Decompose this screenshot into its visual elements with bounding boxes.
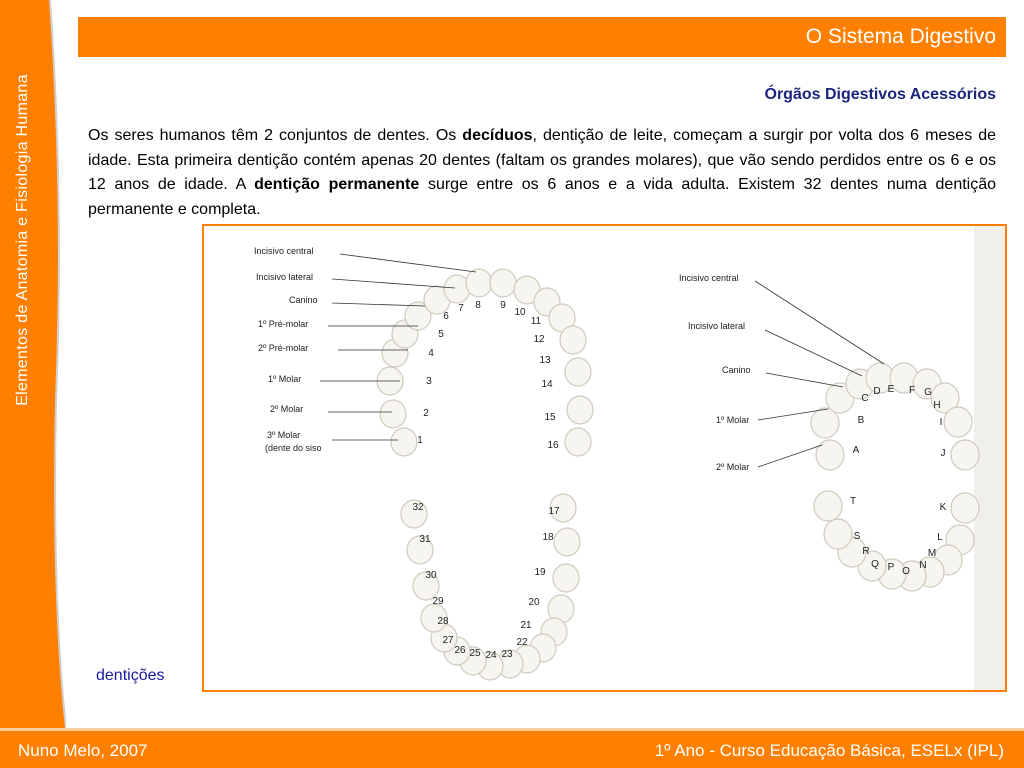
permanent-tooth-number: 3 [426, 376, 432, 387]
deciduous-lower-tooth [814, 491, 842, 521]
permanent-tooth-label: 1º Pré-molar [258, 319, 309, 329]
permanent-label-leader [340, 254, 476, 272]
permanent-tooth-label: Incisivo lateral [256, 272, 314, 282]
body-paragraph [88, 124, 996, 222]
deciduous-tooth-letter: E [887, 384, 895, 395]
permanent-upper-tooth [466, 269, 492, 297]
deciduous-tooth-letter: M [927, 548, 937, 559]
permanent-tooth-number: 20 [528, 597, 540, 608]
permanent-tooth-number: 26 [454, 645, 466, 656]
deciduous-tooth-label: 2º Molar [716, 462, 750, 472]
permanent-tooth-label: Canino [289, 295, 318, 305]
permanent-tooth-number: 19 [534, 567, 546, 578]
permanent-tooth-number: 15 [544, 412, 556, 423]
deciduous-tooth-letter: A [852, 445, 860, 456]
slide-subtitle: Órgãos Digestivos Acessórios [764, 86, 996, 103]
deciduous-tooth-letter: J [940, 448, 946, 459]
permanent-tooth-number: 24 [485, 650, 497, 661]
deciduous-label-leader [766, 373, 843, 387]
permanent-tooth-label: 3º Molar [267, 430, 301, 440]
permanent-tooth-number: 2 [423, 408, 429, 419]
deciduous-lower-tooth [951, 493, 979, 523]
deciduous-upper-tooth [951, 440, 979, 470]
sidebar-course-title: Elementos de Anatomia e Fisiologia Humana [14, 74, 31, 406]
permanent-tooth-number: 17 [548, 506, 560, 517]
deciduous-tooth-letter: B [857, 415, 865, 426]
deciduous-upper-tooth [944, 407, 972, 437]
permanent-tooth-number: 12 [533, 334, 545, 345]
deciduous-tooth-letter: Q [871, 559, 879, 570]
footer-course: 1º Ano - Curso Educação Básica, ESELx (IPL) [654, 741, 1004, 760]
deciduous-tooth-letter: R [862, 546, 870, 557]
permanent-tooth-number: 10 [514, 307, 526, 318]
deciduous-tooth-label: Incisivo central [679, 273, 739, 283]
deciduous-label-leader [758, 445, 822, 467]
deciduous-upper-tooth [816, 440, 844, 470]
body-text-part1: Os seres humanos têm 2 conjuntos de dentes. Os [88, 127, 463, 144]
permanent-tooth-number: 1 [417, 435, 423, 446]
slide-title: O Sistema Digestivo [805, 25, 996, 48]
body-text-part2: , dentição de leite, começam a surgir por volta dos 6 meses de idade. Esta primeira dentição contém apenas 20 dentes (faltam os grandes molares), que vão sendo perdidos entre os 6 e os 12 anos de idade. A [88, 127, 997, 193]
permanent-tooth-number: 5 [438, 329, 444, 340]
permanent-tooth-number: 9 [500, 300, 506, 311]
permanent-tooth-number: 21 [520, 620, 532, 631]
permanent-upper-tooth [567, 396, 593, 424]
permanent-upper-tooth [565, 428, 591, 456]
permanent-lower-tooth [554, 528, 580, 556]
deciduous-label-leader [755, 281, 884, 364]
deciduous-tooth-letter: S [853, 531, 861, 542]
permanent-tooth-label: 2º Pré-molar [258, 343, 309, 353]
deciduous-tooth-letter: T [849, 496, 857, 507]
deciduous-tooth-label: 1º Molar [716, 415, 750, 425]
deciduous-tooth-label: Incisivo lateral [688, 321, 746, 331]
deciduous-tooth-letter: D [873, 386, 881, 397]
permanent-tooth-number: 23 [501, 649, 513, 660]
permanent-tooth-number: 30 [425, 570, 437, 581]
permanent-tooth-label: (dente do siso [265, 443, 322, 453]
permanent-tooth-number: 32 [412, 502, 424, 513]
permanent-tooth-label: Incisivo central [254, 246, 314, 256]
permanent-upper-tooth [565, 358, 591, 386]
term-permanent: dentição permanente [254, 176, 420, 193]
footer-author: Nuno Melo, 2007 [18, 741, 148, 760]
permanent-tooth-number: 22 [516, 637, 528, 648]
permanent-tooth-number: 8 [475, 300, 481, 311]
permanent-tooth-number: 11 [530, 316, 542, 327]
permanent-tooth-number: 14 [541, 379, 553, 390]
deciduous-tooth-label: Canino [722, 365, 751, 375]
deciduous-tooth-letter: K [939, 502, 947, 513]
permanent-tooth-number: 31 [419, 534, 431, 545]
deciduous-tooth-letter: F [908, 385, 916, 396]
deciduous-tooth-letter: N [919, 560, 927, 571]
permanent-lower-tooth [553, 564, 579, 592]
permanent-tooth-number: 28 [437, 616, 449, 627]
sidebar-curve [46, 0, 66, 728]
deciduous-tooth-letter: G [924, 387, 932, 398]
deciduous-tooth-letter: H [933, 400, 941, 411]
body-text-part3: surge entre os 6 anos e a vida adulta. Existem 32 dentes numa dentição permanente e completa. [88, 176, 997, 218]
term-deciduous: decíduos [462, 127, 533, 144]
deciduous-tooth-letter: P [887, 562, 895, 573]
permanent-upper-tooth [490, 269, 516, 297]
deciduous-tooth-letter: I [939, 417, 943, 428]
deciduous-tooth-letter: C [861, 393, 869, 404]
permanent-tooth-number: 25 [469, 648, 481, 659]
permanent-label-leader [332, 279, 455, 288]
deciduous-lower-tooth [824, 519, 852, 549]
permanent-tooth-label: 2º Molar [270, 404, 304, 414]
deciduous-tooth-letter: L [937, 532, 943, 543]
title-bar [78, 17, 1006, 57]
permanent-upper-tooth [560, 326, 586, 354]
permanent-tooth-number: 13 [539, 355, 551, 366]
dentition-figure [202, 224, 1007, 692]
permanent-upper-tooth [380, 400, 406, 428]
footer-divider [0, 728, 1024, 731]
deciduous-tooth-letter: O [902, 566, 910, 577]
permanent-tooth-number: 27 [442, 635, 454, 646]
permanent-tooth-label: 1º Molar [268, 374, 302, 384]
permanent-tooth-number: 18 [542, 532, 554, 543]
permanent-tooth-number: 7 [458, 303, 464, 314]
permanent-tooth-number: 16 [547, 440, 559, 451]
deciduous-label-leader [765, 330, 862, 376]
figure-caption: dentições [96, 667, 165, 684]
permanent-tooth-number: 4 [428, 348, 434, 359]
permanent-tooth-number: 29 [432, 596, 444, 607]
dentition-diagram [204, 226, 1005, 690]
permanent-tooth-number: 6 [443, 311, 449, 322]
permanent-upper-tooth [391, 428, 417, 456]
